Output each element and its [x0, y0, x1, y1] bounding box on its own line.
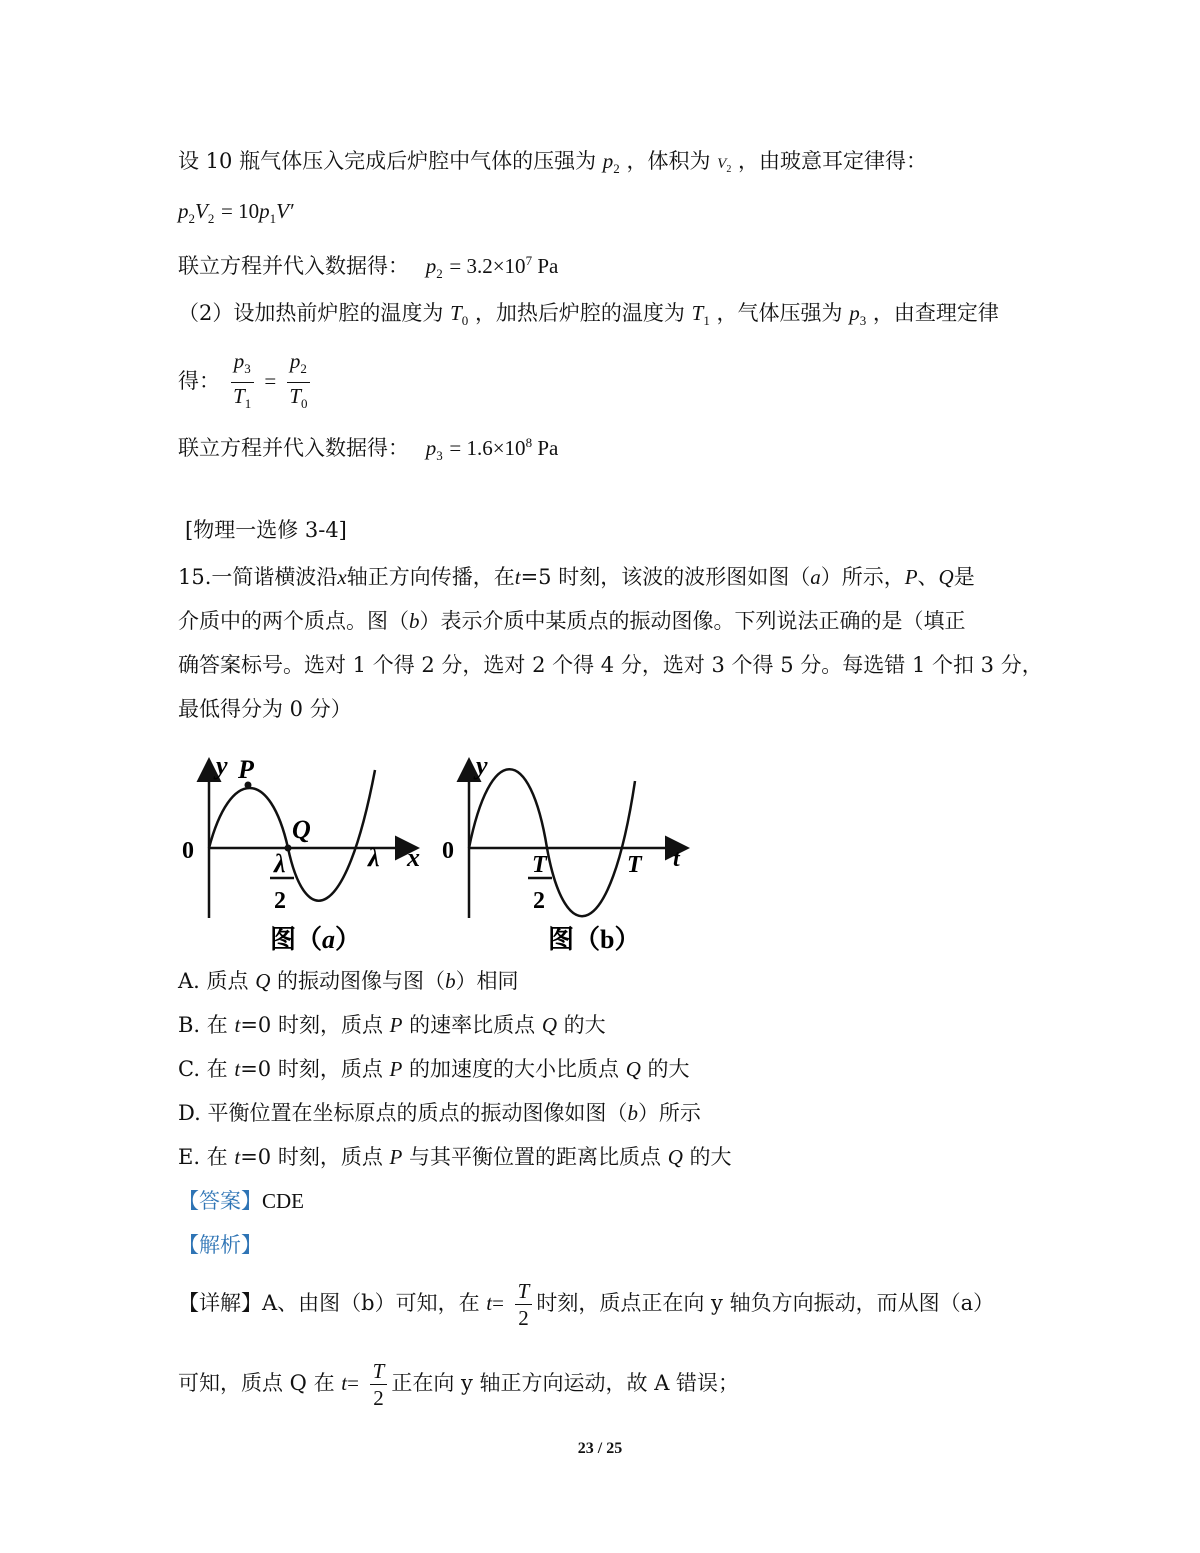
symbol-v2: $V_2$ — [717, 156, 732, 175]
text-line: 联立方程并代入数据得： $p_2 = 3.2\times 10^7$ Pa — [178, 253, 559, 282]
label-x: x — [407, 843, 420, 872]
caption-a: 图（a） — [270, 925, 362, 954]
detail-line1: 【详解】A、由图（b）可知，在 t= $\frac{T}{2}$ 时刻，质点正在向 y 轴负方向振动，而从图（a） — [178, 1279, 995, 1330]
analysis-label: 【解析】 — [178, 1233, 262, 1257]
label-y: y — [476, 751, 488, 780]
label-two: 2 — [274, 888, 286, 914]
option-b: B. 在 t=0 时刻，质点 P 的速率比质点 Q 的大 — [178, 1013, 606, 1037]
option-a: A. 质点 Q 的振动图像与图（b）相同 — [178, 969, 519, 993]
answer-label: 【答案】 — [178, 1189, 262, 1213]
label-origin: 0 — [182, 838, 194, 864]
equation-charles: 得： $\frac{p_3}{T_1}$ = $\frac{p_2}{T_0}$ — [178, 348, 314, 417]
label-y: y — [216, 751, 228, 780]
label-two: 2 — [533, 888, 545, 914]
question-15-line3: 确答案标号。选对 1 个得 2 分，选对 2 个得 4 分，选对 3 个得 5 分。每选错 1 个扣 3 分， — [178, 653, 1043, 677]
text-line: 设 10 瓶气体压入完成后炉腔中气体的压强为 $p_2$ ，体积为 $V_2$ ，由玻意耳定律得： — [178, 149, 927, 177]
figure-a — [182, 751, 420, 954]
option-c: C. 在 t=0 时刻，质点 P 的加速度的大小比质点 Q 的大 — [178, 1057, 690, 1081]
equation-boyle: $p_2V_2 = 10p_1V'$ — [178, 199, 294, 227]
question-15-line1: 15.一简谐横波沿x轴正方向传播，在t=5 时刻，该波的波形图如图（a）所示，P、Q是 — [178, 565, 975, 589]
page-number: 23 / 25 — [577, 1440, 623, 1457]
label-lambda-end: λ — [368, 843, 380, 872]
detail-line2: 可知，质点 Q 在 t= $\frac{T}{2}$ 正在向 y 轴正方向运动，故 A 错误； — [178, 1359, 740, 1410]
answer-line — [178, 1186, 304, 1216]
section-heading: [物理一选修 3-4] — [185, 518, 347, 542]
figure-b — [442, 751, 685, 954]
label-origin: 0 — [442, 838, 454, 864]
label-Q: Q — [292, 815, 311, 844]
text-line: 联立方程并代入数据得： $p_3 = 1.6\times 10^8$ Pa — [178, 435, 559, 464]
label-T-end: T — [627, 852, 642, 878]
question-15-line2: 介质中的两个质点。图（b）表示介质中某质点的振动图像。下列说法正确的是（填正 — [178, 609, 966, 633]
answer-value: CDE — [262, 1189, 304, 1213]
wave-figures — [170, 748, 710, 958]
label-lambda: λ — [274, 849, 286, 878]
option-d: D. 平衡位置在坐标原点的质点的振动图像如图（b）所示 — [178, 1101, 701, 1125]
symbol-p2: $p_2$ — [602, 149, 620, 177]
label-t: t — [673, 846, 680, 872]
caption-b: 图（b） — [548, 925, 641, 954]
label-P: P — [238, 755, 254, 784]
question-15-line4: 最低得分为 0 分） — [178, 697, 352, 721]
option-e: E. 在 t=0 时刻，质点 P 与其平衡位置的距离比质点 Q 的大 — [178, 1145, 732, 1169]
label-T: T — [532, 852, 547, 878]
text-line: （2）设加热前炉腔的温度为 $T_0$ ，加热后炉腔的温度为 $T_1$ ，气体压强为 $p_3$ ，由查理定律 — [178, 301, 999, 329]
